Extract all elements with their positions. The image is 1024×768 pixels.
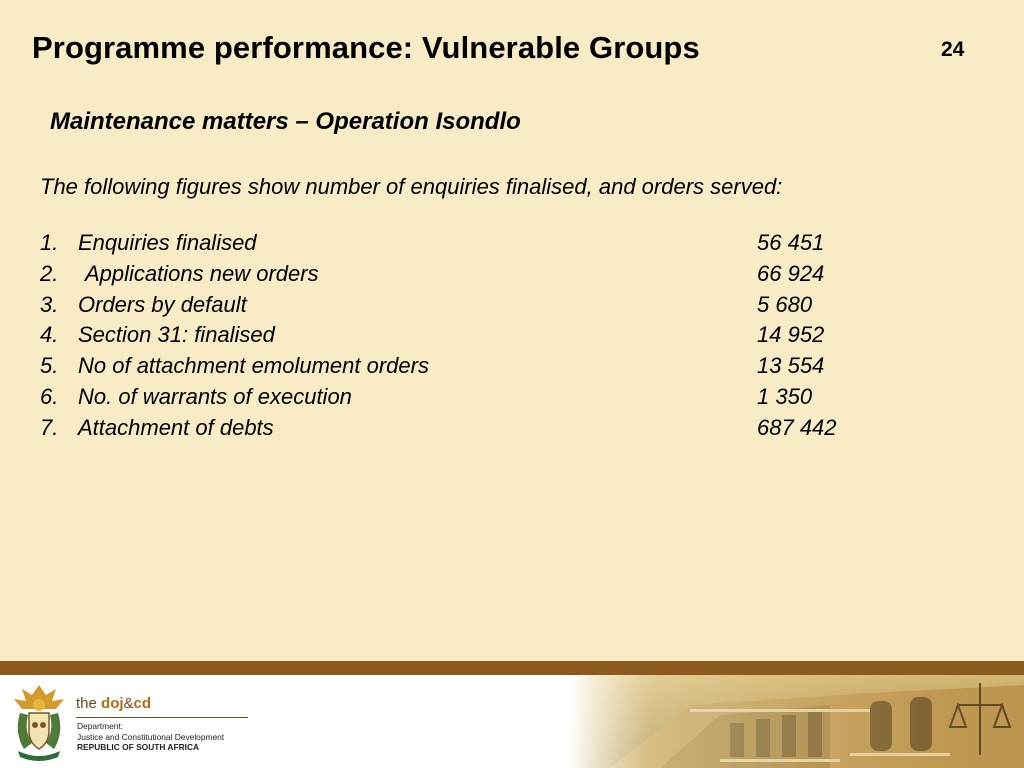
brand-doj: doj xyxy=(101,695,124,712)
item-value: 1 350 xyxy=(757,383,813,409)
court-building-image xyxy=(570,675,1024,768)
dept-line-2: Justice and Constitutional Development xyxy=(77,731,225,742)
item-value: 687 442 xyxy=(757,414,837,440)
slide-subtitle: Maintenance matters – Operation Isondlo xyxy=(50,108,521,135)
brand-amp: & xyxy=(123,695,134,712)
slide-number: 24 xyxy=(941,38,965,61)
slide-title: Programme performance: Vulnerable Groups xyxy=(32,30,700,65)
item-value: 5 680 xyxy=(757,291,813,317)
item-label: Applications new orders xyxy=(85,260,319,286)
item-value: 13 554 xyxy=(757,353,825,379)
list-item xyxy=(40,228,900,259)
item-value: 14 952 xyxy=(757,322,825,348)
list-item xyxy=(40,413,900,444)
figures-list xyxy=(40,228,900,444)
item-number: 3. xyxy=(40,291,59,317)
item-label: No of attachment emolument orders xyxy=(78,353,429,379)
list-item xyxy=(40,290,900,321)
brand-cd: cd xyxy=(133,695,152,712)
footer xyxy=(0,675,1024,768)
list-item xyxy=(40,382,900,413)
item-label: Section 31: finalised xyxy=(78,322,275,348)
item-value: 56 451 xyxy=(757,230,825,255)
item-label: Orders by default xyxy=(78,291,247,317)
item-label: No. of warrants of execution xyxy=(78,383,352,409)
intro-text: The following figures show number of enquiries finalised, and orders served: xyxy=(40,174,783,199)
item-number: 7. xyxy=(40,414,59,440)
item-number: 1. xyxy=(40,230,59,255)
brand-rule xyxy=(76,717,248,718)
list-item xyxy=(40,259,900,290)
item-label: Attachment of debts xyxy=(78,414,274,440)
item-label: Enquiries finalised xyxy=(78,230,257,255)
item-number: 5. xyxy=(40,353,59,379)
dept-line-1: Department: xyxy=(77,721,124,731)
item-number: 6. xyxy=(40,383,59,409)
footer-divider-bar xyxy=(0,661,1024,675)
dept-line-3: REPUBLIC OF SOUTH AFRICA xyxy=(77,742,200,752)
brand-the: the xyxy=(76,695,97,712)
coat-of-arms-icon xyxy=(10,683,68,763)
item-number: 4. xyxy=(40,322,59,348)
item-number: 2. xyxy=(40,260,59,286)
item-value: 66 924 xyxy=(757,260,825,286)
list-item xyxy=(40,351,900,382)
brand-logo xyxy=(76,695,151,712)
department-name xyxy=(77,721,224,753)
list-item xyxy=(40,320,900,351)
